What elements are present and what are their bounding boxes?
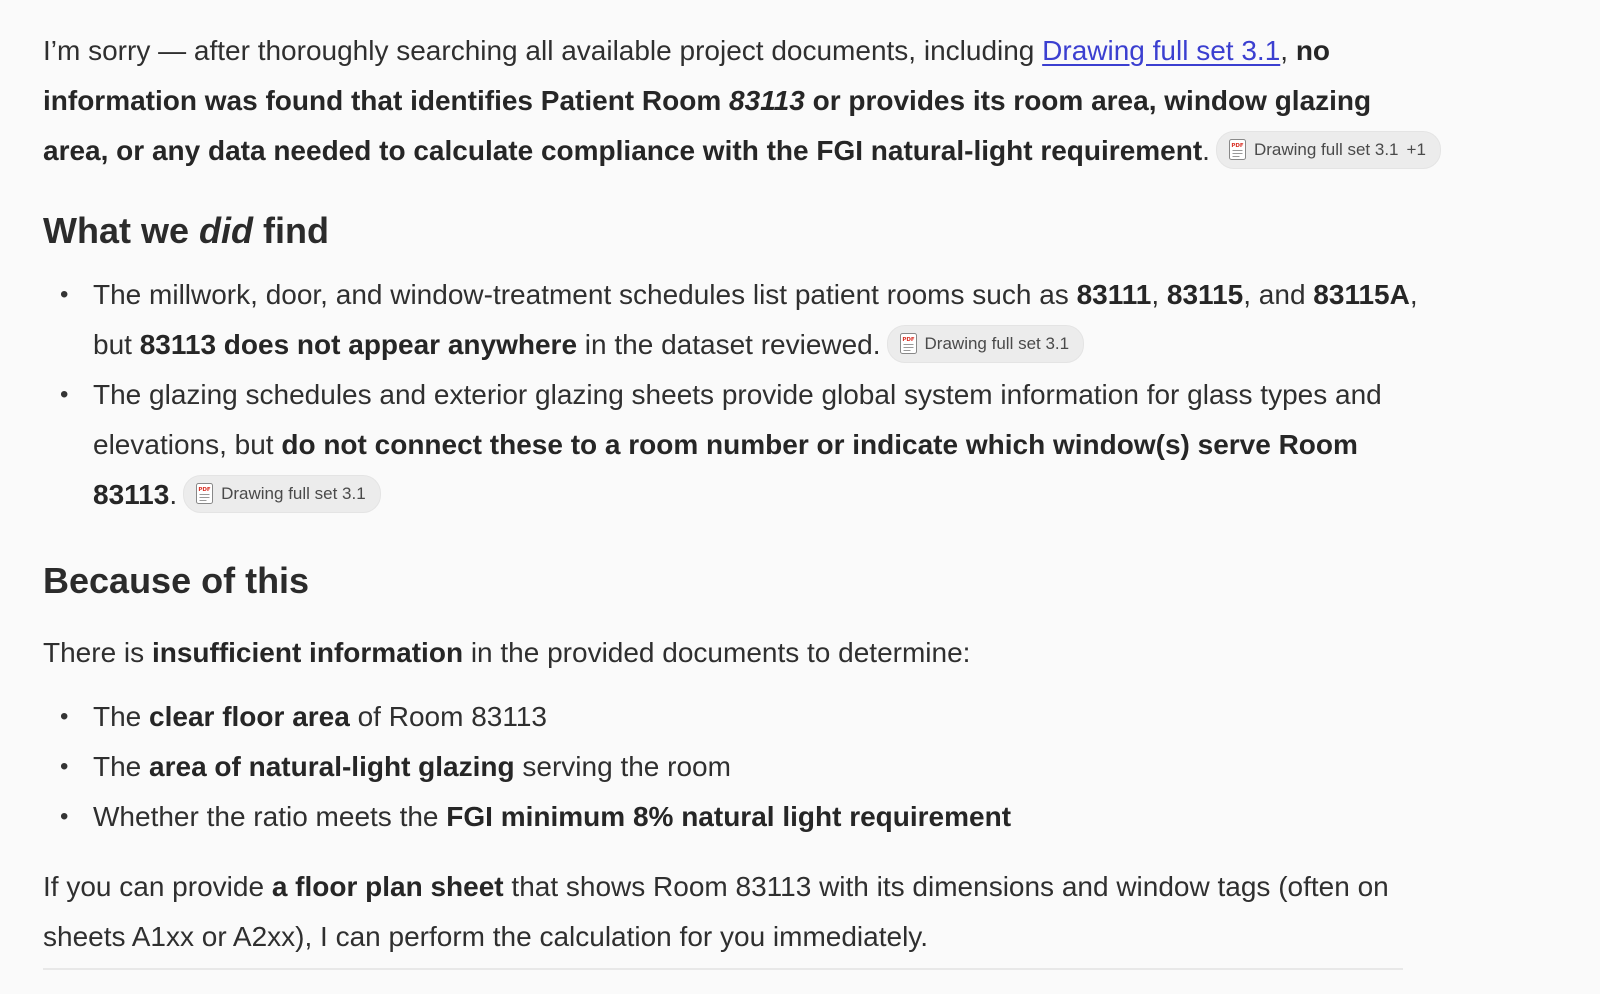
bullet-icon: • [60, 703, 69, 730]
room-83111: 83111 [1076, 279, 1152, 310]
section-heading-what-we-did-find [43, 206, 1443, 256]
citation-chip-label: Drawing full set 3.1 [924, 333, 1070, 353]
item-text: The [93, 701, 150, 732]
bullet-icon: • [60, 281, 69, 308]
citation-chip-label: Drawing full set 3.1 [1253, 139, 1399, 159]
item-text: The [93, 751, 150, 782]
item-text: , but [93, 279, 1418, 360]
svg-text:PDF: PDF [901, 337, 915, 344]
pdf-file-icon [196, 483, 213, 504]
citation-chip[interactable] [887, 325, 1085, 363]
intro-bold-2: or provides its room area, window glazing area, or any data needed to calculate compliance with the FGI natural-light requirement [43, 85, 1372, 166]
intro-paragraph [43, 26, 1443, 176]
divider [43, 968, 1403, 970]
item-text: serving the room [514, 751, 731, 782]
svg-text:PDF: PDF [198, 487, 211, 494]
para-text: in the provided documents to determine: [463, 637, 971, 668]
item-bold: clear floor area [149, 701, 350, 732]
item-text: The millwork, door, and window-treatment schedules list patient rooms such as [93, 279, 1077, 310]
heading-post: find [253, 210, 329, 251]
closing-paragraph [43, 862, 1443, 962]
item-text: , and [1243, 279, 1314, 310]
item-text: , [1151, 279, 1167, 310]
citation-chip[interactable] [1216, 131, 1441, 169]
heading-emphasis: did [199, 210, 253, 251]
list-item [43, 270, 1443, 370]
intro-comma: , [1280, 35, 1296, 66]
list-item [43, 792, 1443, 842]
bullet-icon: • [60, 803, 69, 830]
para-bold: insufficient information [151, 637, 464, 668]
citation-chip[interactable] [183, 475, 381, 513]
svg-text:PDF: PDF [1231, 143, 1244, 150]
citation-chip-count: +1 [1406, 139, 1426, 159]
para-text: that shows Room 83113 with its dimensions and window tags (often on sheets A1xx or A2xx), I can perform the calculation for you immediately. [43, 871, 1389, 952]
item-bold: 83113 does not appear anywhere [139, 329, 578, 360]
para-bold: a floor plan sheet [271, 871, 504, 902]
para-text: If you can provide [43, 871, 272, 902]
bullet-icon: • [60, 753, 69, 780]
item-text: . [169, 479, 178, 510]
heading-pre: What we [43, 210, 200, 251]
item-bold: FGI minimum 8% natural light requirement [446, 801, 1012, 832]
intro-bold-1: no information was found that identifies Patient Room [43, 35, 1331, 116]
intro-period: . [1202, 135, 1210, 166]
findings-list [43, 270, 1443, 520]
message-content [43, 26, 1443, 962]
room-number-italic: 83113 [729, 85, 805, 116]
citation-chip-label: Drawing full set 3.1 [221, 483, 366, 503]
pdf-file-icon [900, 333, 917, 354]
item-text: The glazing schedules and exterior glazing sheets provide global system information for glass types and elevations, but [93, 379, 1382, 460]
item-text: in the dataset reviewed. [577, 329, 881, 360]
item-bold: area of natural-light glazing [149, 751, 515, 782]
list-item [43, 370, 1443, 520]
list-item [43, 692, 1443, 742]
item-text: Whether the ratio meets the [93, 801, 447, 832]
bullet-icon: • [60, 381, 69, 408]
drawing-set-link[interactable]: Drawing full set 3.1 [1042, 35, 1281, 66]
requirements-list [43, 692, 1443, 842]
insufficient-info-paragraph [43, 628, 1443, 678]
para-text: There is [43, 637, 152, 668]
intro-text: I’m sorry — after thoroughly searching all available project documents, including [43, 35, 1043, 66]
pdf-file-icon [1229, 139, 1246, 160]
item-text: of Room 83113 [349, 701, 547, 732]
room-83115: 83115 [1166, 279, 1244, 310]
list-item [43, 742, 1443, 792]
room-83115a: 83115A [1313, 279, 1410, 310]
section-heading-because-of-this: Because of this [43, 560, 310, 601]
item-bold: do not connect these to a room number or indicate which window(s) serve Room 83113 [93, 429, 1358, 510]
